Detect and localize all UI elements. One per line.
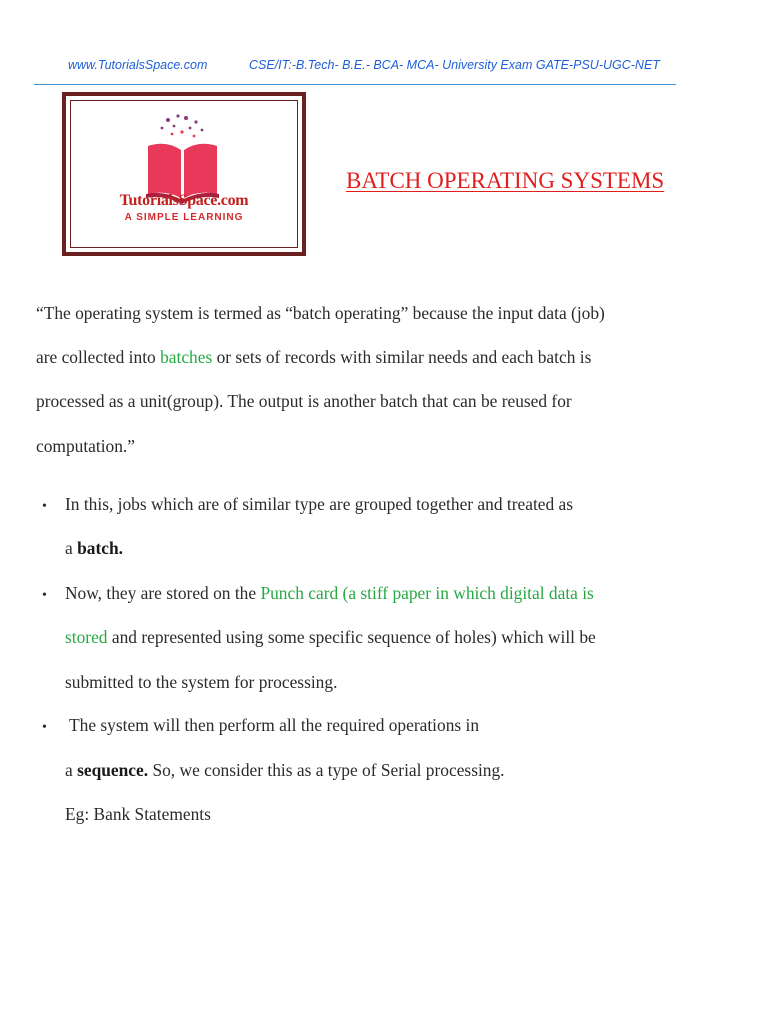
course-list: CSE/IT:-B.Tech- B.E.- BCA- MCA- University Exam GATE-PSU-UGC-NET	[249, 58, 660, 72]
definition-line-3: processed as a unit(group). The output is another batch that can be reused for	[36, 391, 572, 411]
bullet-3-line-2	[65, 760, 505, 781]
definition-text: are collected into	[36, 347, 161, 367]
definition-line-4: computation.”	[36, 436, 136, 456]
logo-frame	[62, 92, 306, 256]
page-header	[68, 58, 660, 72]
example-line: Eg: Bank Statements	[65, 804, 211, 824]
book-logo-icon	[86, 106, 282, 246]
sequence-term: sequence.	[77, 760, 149, 780]
logo-brand: TutorialsSpace.com	[119, 192, 249, 209]
bullet-text: Now, they are stored on the	[65, 583, 261, 603]
definition-text: or sets of records with similar needs and each batch is	[212, 347, 592, 367]
bullet-2-line-1	[65, 583, 594, 604]
batch-term: batch.	[77, 538, 123, 558]
bullet-marker: •	[42, 499, 47, 514]
bullet-marker: •	[42, 588, 47, 603]
site-link[interactable]: www.TutorialsSpace.com	[68, 58, 208, 72]
bullet-1-line-2	[65, 538, 123, 559]
page-title: BATCH OPERATING SYSTEMS	[346, 168, 665, 193]
bullet-text: a	[65, 538, 78, 558]
batches-link[interactable]: batches	[160, 347, 213, 367]
header-divider	[34, 84, 676, 85]
bullet-marker: •	[42, 720, 47, 735]
bullet-3-line-1: The system will then perform all the required operations in	[65, 715, 480, 735]
punch-card-link[interactable]: Punch card (a stiff paper in which digital data is	[260, 583, 594, 603]
definition-line-2	[36, 347, 591, 368]
bullet-text: a	[65, 760, 78, 780]
bullet-1-line-1: In this, jobs which are of similar type are grouped together and treated as	[65, 494, 574, 514]
logo-tagline: A SIMPLE LEARNING	[124, 212, 244, 223]
definition-line-1: “The operating system is termed as “batch operating” because the input data (job)	[36, 303, 605, 323]
bullet-2-line-2	[65, 627, 596, 648]
punch-card-link-cont[interactable]: stored	[65, 627, 108, 647]
bullet-text: So, we consider this as a type of Serial processing.	[148, 760, 505, 780]
bullet-2-line-3: submitted to the system for processing.	[65, 672, 338, 692]
bullet-text: and represented using some specific sequence of holes) which will be	[107, 627, 596, 647]
